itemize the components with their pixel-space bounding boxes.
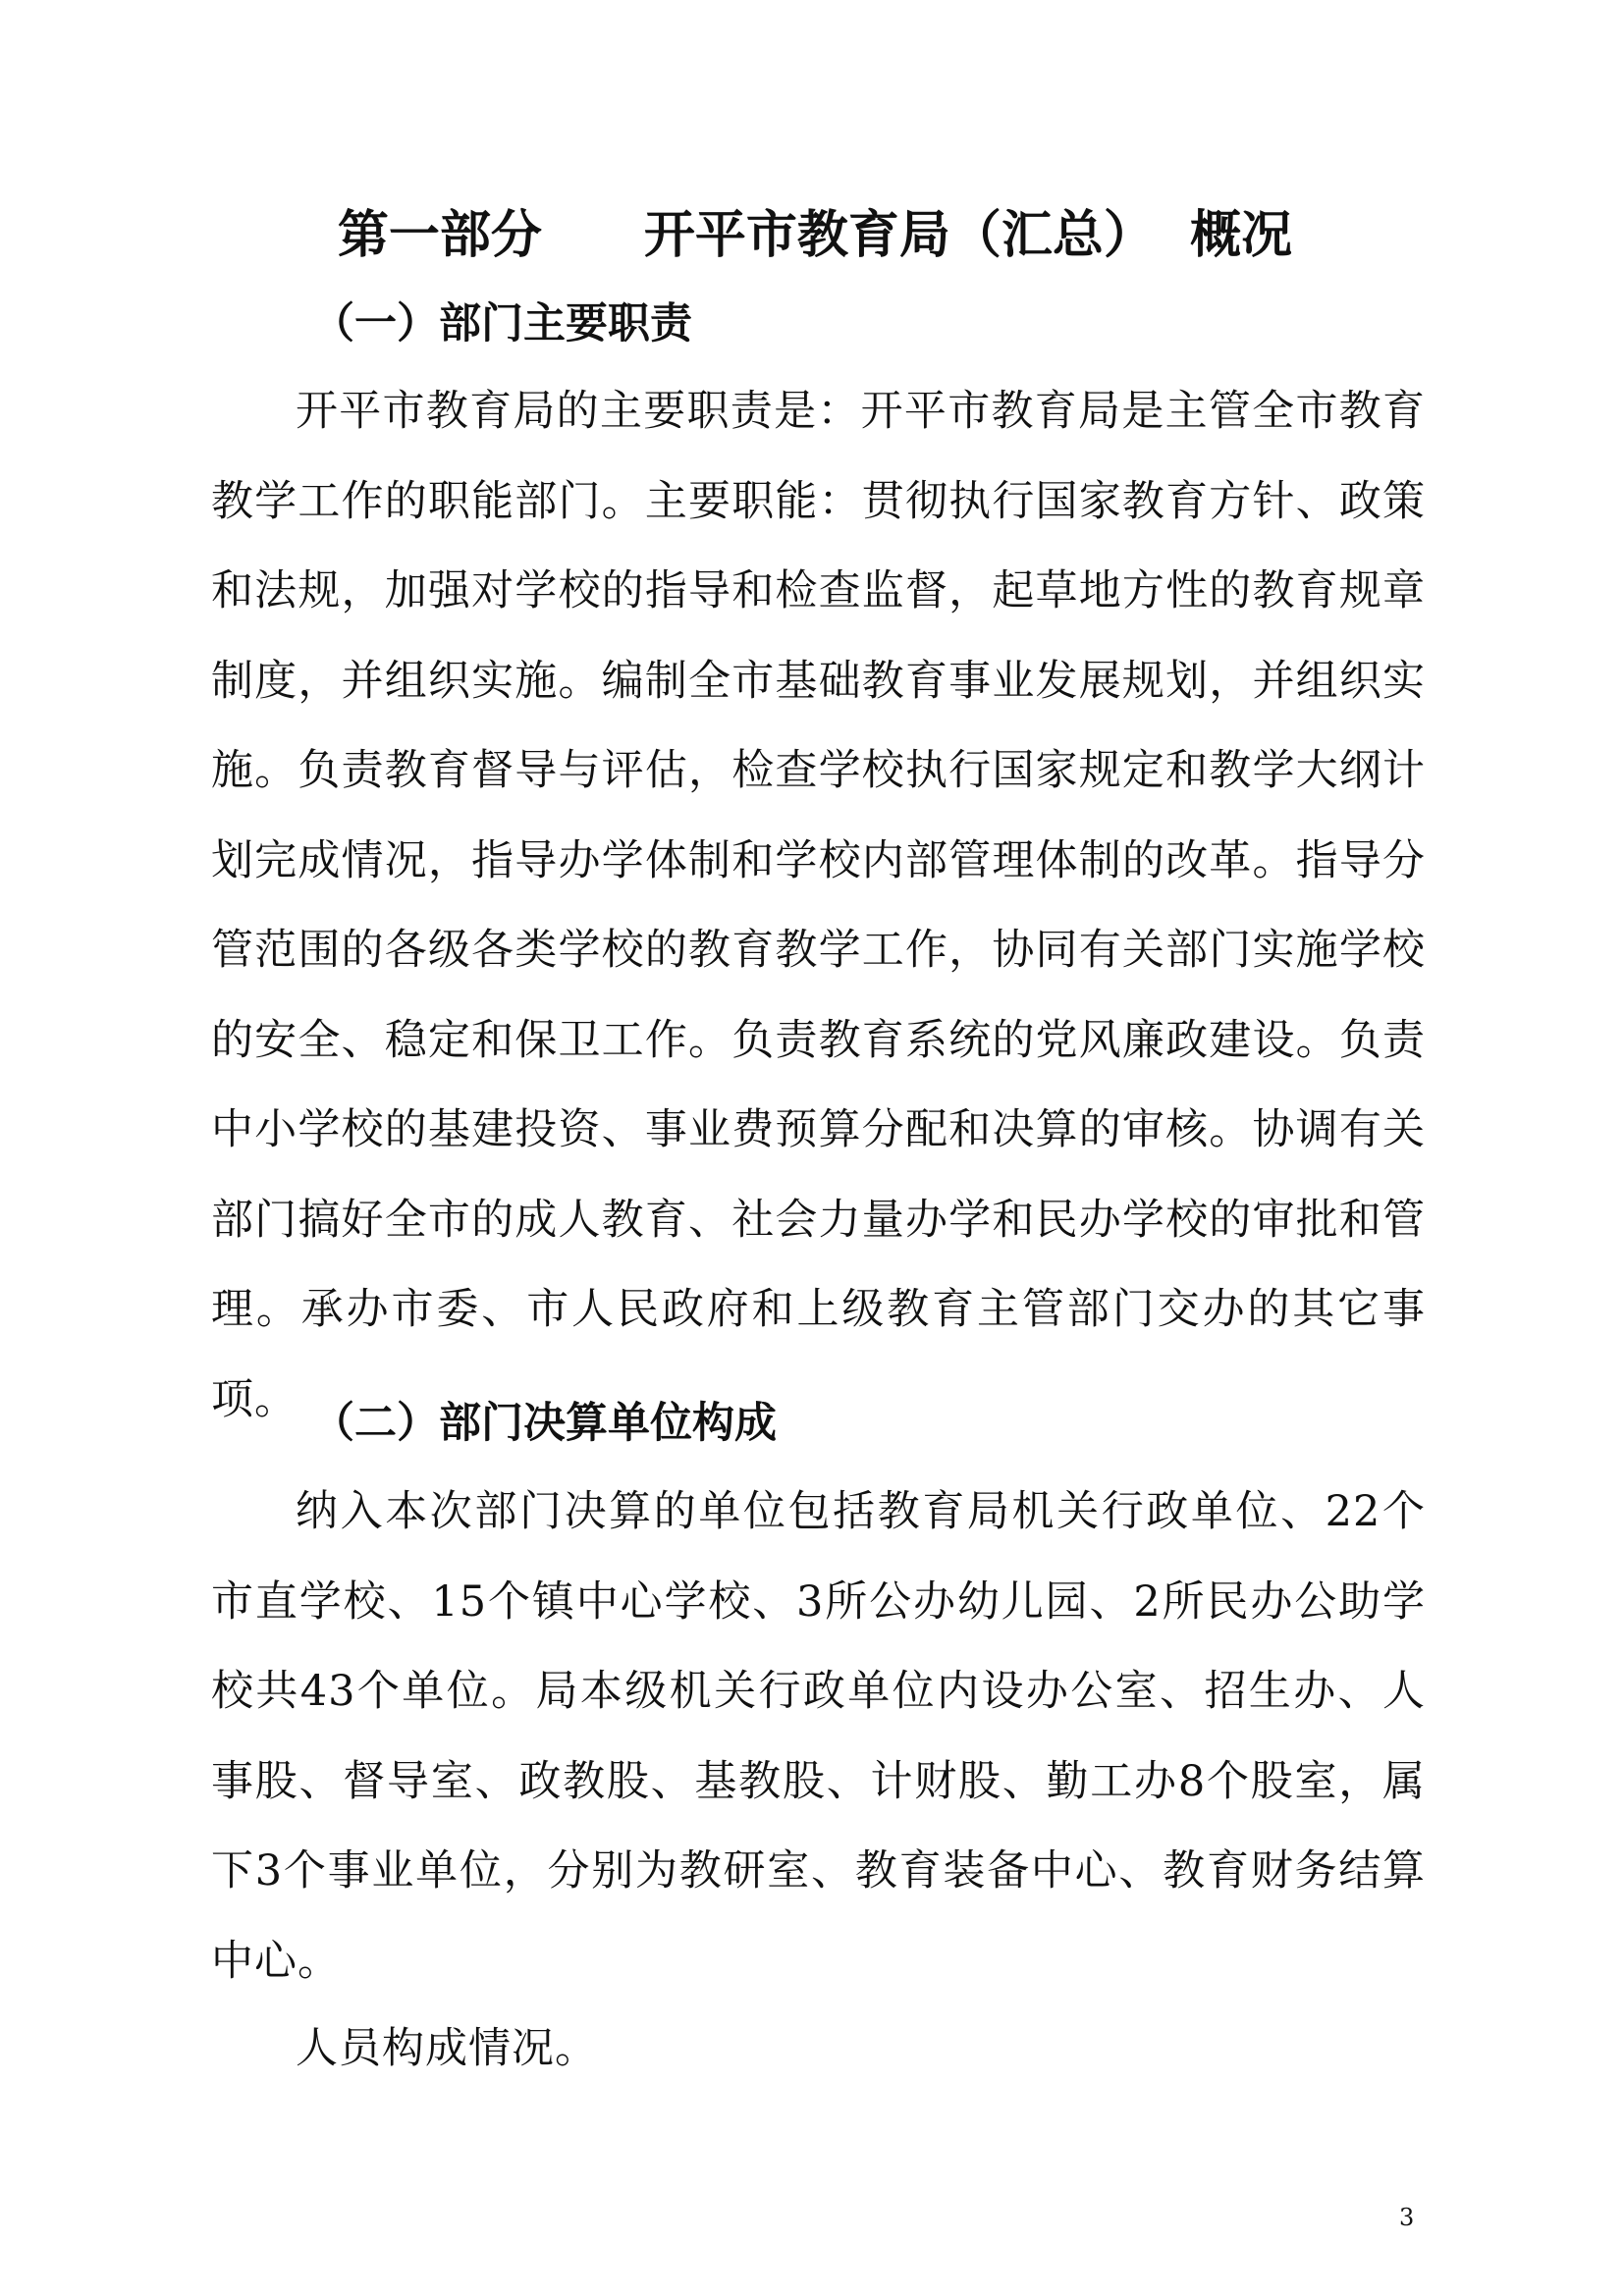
page-number: 3 [1399, 2204, 1415, 2231]
personnel-composition-line: 人员构成情况。 [296, 2024, 598, 2073]
section-heading-unit-composition: （二）部门决算单位构成 [312, 1399, 777, 1448]
page-title: 第一部分 开平市教育局（汇总） 概况 [337, 205, 1293, 265]
unit-composition-paragraph: 纳入本次部门决算的单位包括教育局机关行政单位、22个市直学校、15个镇中心学校、3所公办幼儿园、2所民办公助学校共43个单位。局本级机关行政单位内设办公室、招生办、人事股、督导室、政教股、基教股、计财股、勤工办8个股室，属下3个事业单位，分别为教研室、教育装备中心、教育财务结算中心。 [211, 1487, 1426, 1986]
section-heading-responsibilities: （一）部门主要职责 [312, 299, 692, 348]
responsibilities-paragraph: 开平市教育局的主要职责是：开平市教育局是主管全市教育教学工作的职能部门。主要职能：贯彻执行国家教育方针、政策和法规，加强对学校的指导和检查监督，起草地方性的教育规章制度，并组织实施。编制全市基础教育事业发展规划，并组织实施。负责教育督导与评估，检查学校执行国家规定和教学大纲计划完成情况，指导办学体制和学校内部管理体制的改革。指导分管范围的各级各类学校的教育教学工作，协同有关部门实施学校的安全、稳定和保卫工作。负责教育系统的党风廉政建设。负责中小学校的基建投资、事业费预算分配和决算的审核。协调有关部门搞好全市的成人教育、社会力量办学和民办学校的审批和管理。承办市委、市人民政府和上级教育主管部门交办的其它事项。 [211, 387, 1426, 1424]
